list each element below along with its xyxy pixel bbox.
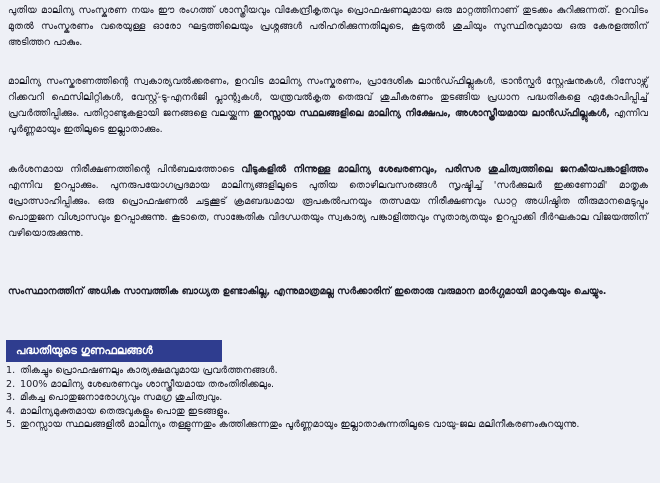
list-item — [6, 364, 650, 378]
paragraph-intro — [8, 3, 648, 51]
paragraph-projects-text: മാലിന്യ സംസ്കരണത്തിന്റെ സ്വകാര്യവൽക്കരണം, ഉറവിട മാലിന്യ സംസ്കരണം, പ്രാദേശിക ലാൻഡ്ഫില്ലുകൾ, ട്രാൻസ്ഫർ സ്റ്റേഷനുകൾ, റിസോഴ്സ് റിക്കവറി ഫെസിലിറ്റികൾ, വേസ്റ്റ്-ടു-എനർജി പ്ലാന്റുകൾ, യന്ത്രവൽകൃത തെരുവ് ശുചീകരണം തുടങ്ങിയ പ്രധാന പദ്ധതികളെ ഏകോപിപ്പിച്ച് പ്രവർത്തിപ്പിക്കും. പതിറ്റാണ്ടുകളായി ജനങ്ങളെ വലയ്ക്കുന്ന — [8, 76, 648, 119]
paragraph-projects-bold: തുറസ്സായ സ്ഥലങ്ങളിലെ മാലിന്യ നിക്ഷേപം, അശാസ്ത്രീയമായ ലാൻഡ്ഫില്ലുകൾ, — [253, 108, 610, 119]
list-item — [6, 391, 650, 405]
benefits-heading-text: പദ്ധതിയുടെ ഗുണഫലങ്ങൾ — [16, 344, 153, 357]
paragraph-intro-text: പുതിയ മാലിന്യ സംസ്കരണ നയം ഈ രംഗത്ത് ശാസ്ത്രീയവും വികേന്ദ്രീകൃതവും പ്രൊഫഷണലുമായ ഒരു മാറ്റത്തിനാണ് തുടക്കം കുറിക്കുന്നത്. ഉറവിടം മുതൽ സംസ്കരണം വരെയുള്ള ഓരോ ഘട്ടത്തിലെയും പ്രശ്നങ്ങൾ പരിഹരിക്കുന്നതിലൂടെ, കൂടുതൽ ശുചിയും സുസ്ഥിരവുമായ ഒരു കേരളത്തിന് അടിത്തറ പാകും. — [8, 5, 648, 48]
list-item-text: മികച്ച പൊതുജനാരോഗ്യവും സമഗ്ര ശുചിത്വവും. — [20, 392, 223, 403]
list-item-text: തുറസ്സായ സ്ഥലങ്ങളിൽ മാലിന്യം തള്ളുന്നതും കത്തിക്കുന്നതും പൂർണ്ണമായും ഇല്ലാതാകുന്നതിലൂടെ വായു-ജല മലിനീകരണംകുറയുന്നു. — [20, 419, 580, 430]
benefits-list — [6, 364, 650, 432]
list-item-number: 2. — [6, 378, 16, 390]
list-item — [6, 405, 650, 419]
list-item-text: തികച്ചും പ്രൊഫഷണലും കാര്യക്ഷമവുമായ പ്രവർത്തനങ്ങൾ. — [20, 365, 278, 376]
paragraph-financial — [8, 284, 648, 300]
list-item-number: 1. — [6, 365, 16, 376]
benefits-heading — [6, 340, 222, 362]
paragraph-projects-end: എന്നിവ പൂർണ്ണമായും ഇതിലൂടെ ഇല്ലാതാക്കും. — [8, 108, 648, 135]
list-item — [6, 418, 650, 432]
paragraph-monitoring-rest: എന്നിവ ഉറപ്പാക്കും. പുനരുപയോഗപ്രദമായ മാലിന്യങ്ങളിലൂടെ പുതിയ തൊഴിലവസരങ്ങൾ സൃഷ്ടിച്ച് 'സർക്കുലർ ഇക്കണോമി' മാതൃക പ്രോത്സാഹിപ്പിക്കും. ഒരു പ്രൊഫഷണൽ ചട്ടക്കൂട് ക്രമബദ്ധമായ രൂപകൽപനയും തത്സമയ നിരീക്ഷണവും ഡാറ്റ അധിഷ്ഠിത തീരുമാനമെടുപ്പും പൊതുജന വിശ്വാസവും ഉറപ്പാക്കുന്നു. കൂടാതെ, സാങ്കേതിക വിദഗ്ധതയും സ്വകാര്യ പങ്കാളിത്തവും സുതാര്യതയും ഉറപ്പാക്കി ദീർഘകാല വിജയത്തിന് വഴിയൊരുക്കുന്നു. — [8, 180, 648, 239]
list-item-number: 5. — [6, 419, 16, 430]
paragraph-monitoring-bold: വീടുകളിൽ നിന്നുള്ള മാലിന്യ ശേഖരണവും, പരിസര ശുചിത്വത്തിലെ ജനകീയപങ്കാളിത്തം — [241, 164, 648, 175]
list-item — [6, 378, 650, 392]
list-item-number: 4. — [6, 405, 16, 417]
paragraph-monitoring-start: കർശനമായ നിരീക്ഷണത്തിന്റെ പിൻബലത്തോടെ — [8, 164, 242, 175]
paragraph-financial-text: സംസ്ഥാനത്തിന് അധിക സാമ്പത്തിക ബാധ്യത ഉണ്ടാകില്ല, എന്നുമാത്രമല്ല സർക്കാരിന് ഇതൊരു വരുമാന മാർഗ്ഗമായി മാറുകയും ചെയ്യും. — [8, 286, 607, 297]
paragraph-projects — [8, 74, 648, 138]
list-item-text: 100% മാലിന്യ ശേഖരണവും ശാസ്ത്രീയമായ തരംതിരിക്കലും. — [20, 378, 275, 390]
list-item-number: 3. — [6, 392, 16, 403]
list-item-text: മാലിന്യമുക്തമായ തെരുവുകളും പൊതു ഇടങ്ങളും. — [20, 405, 231, 417]
paragraph-monitoring — [8, 162, 648, 242]
